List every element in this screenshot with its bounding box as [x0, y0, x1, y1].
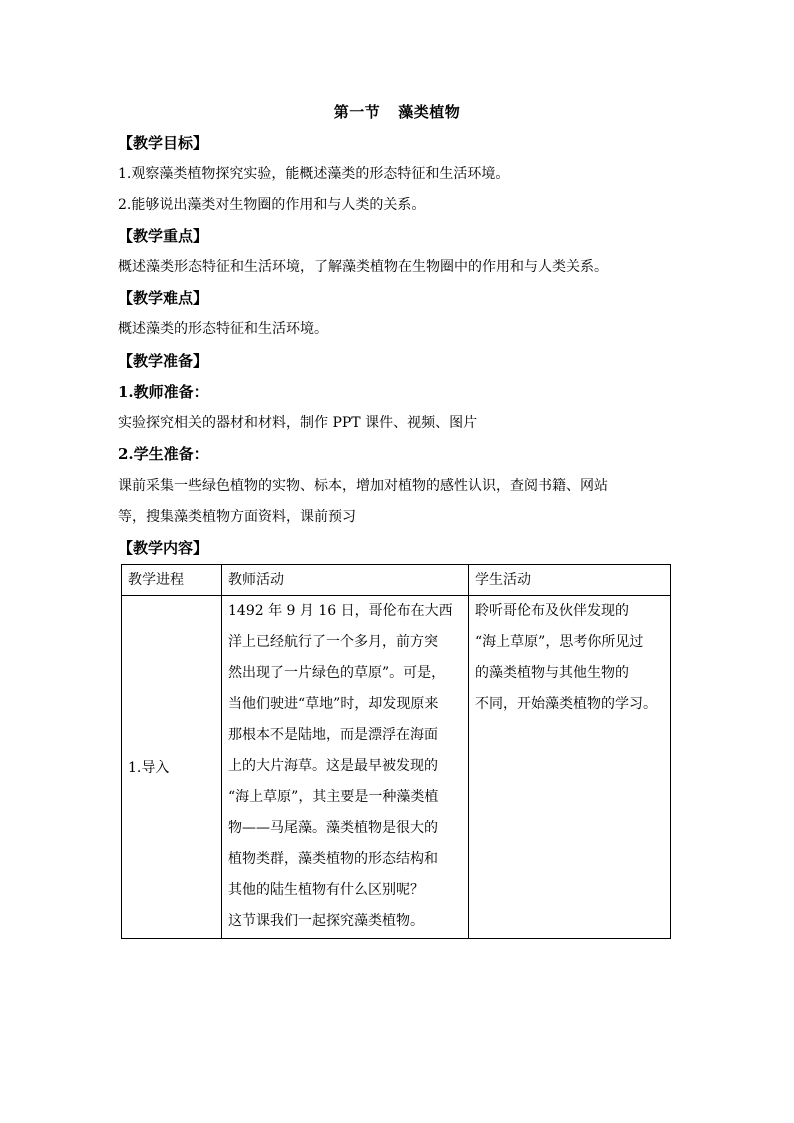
teacher-activity-line: 物——马尾藻。藻类植物是很大的: [228, 820, 438, 836]
page-title: [0, 101, 794, 122]
header-teacher-activity: 教师活动: [222, 565, 469, 596]
difficulty-heading: 【教学难点】: [118, 289, 209, 307]
teacher-activity-line: 植物类群，藻类植物的形态结构和: [228, 851, 438, 867]
teacher-activity-line: “海上草原”，其主要是一种藻类植: [228, 789, 439, 805]
teacher-activity-line: 洋上已经航行了一个多月，前方突: [228, 634, 438, 650]
preparation-heading: 【教学准备】: [118, 352, 209, 370]
student-activity-line: “海上草原”，思考你所见过: [475, 634, 644, 650]
student-prep-text-line-1: 课前采集一些绿色植物的实物、标本，增加对植物的感性认识，查阅书籍、网站: [118, 478, 608, 494]
header-student-activity: 学生活动: [469, 565, 671, 596]
difficulty-text: 概述藻类的形态特征和生活环境。: [118, 321, 328, 337]
student-activity-line: 的藻类植物与其他生物的: [475, 665, 629, 681]
goal-item-2: 2.能够说出藻类对生物圈的作用和与人类的关系。: [118, 197, 426, 213]
goals-heading: 【教学目标】: [118, 134, 209, 152]
teacher-activity-line: 上的大片海草。这是最早被发现的: [228, 758, 438, 774]
lesson-content-table: [121, 564, 671, 939]
student-activity-line: 不同，开始藻类植物的学习。: [475, 696, 657, 712]
stage-cell: 1.导入: [122, 596, 222, 939]
table-header-row: [122, 565, 671, 596]
student-prep-text-line-2: 等，搜集藻类植物方面资料，课前预习: [118, 509, 356, 525]
teacher-activity-cell: [222, 596, 469, 939]
teacher-activity-line: 那根本不是陆地，而是漂浮在海面: [228, 727, 438, 743]
student-activity-line: 聆听哥伦布及伙伴发现的: [475, 603, 629, 619]
goal-item-1: 1.观察藻类植物探究实验，能概述藻类的形态特征和生活环境。: [118, 166, 510, 182]
teacher-prep-text: 实验探究相关的器材和材料，制作 PPT 课件、视频、图片: [118, 415, 478, 431]
teacher-activity-line: 这节课我们一起探究藻类植物。: [228, 913, 424, 929]
key-points-heading: 【教学重点】: [118, 227, 209, 245]
teacher-activity-line: 其他的陆生植物有什么区别呢？: [228, 882, 424, 898]
content-heading: 【教学内容】: [118, 539, 209, 557]
key-points-text: 概述藻类形态特征和生活环境，了解藻类植物在生物圈中的作用和与人类关系。: [118, 259, 608, 275]
student-prep-title: 2.学生准备：: [118, 445, 209, 463]
header-stage: 教学进程: [122, 565, 222, 596]
teacher-prep-title: 1.教师准备：: [118, 383, 209, 401]
teacher-activity-line: 然出现了一片绿色的草原”。可是，: [228, 665, 446, 681]
table-row: [122, 596, 671, 939]
teacher-activity-line: 1492 年 9 月 16 日，哥伦布在大西: [228, 603, 453, 619]
student-activity-cell: [469, 596, 671, 939]
teacher-activity-line: 当他们驶进“草地”时，却发现原来: [228, 696, 439, 712]
title-section-number: 第一节: [333, 103, 381, 121]
title-topic: 藻类植物: [398, 103, 461, 121]
